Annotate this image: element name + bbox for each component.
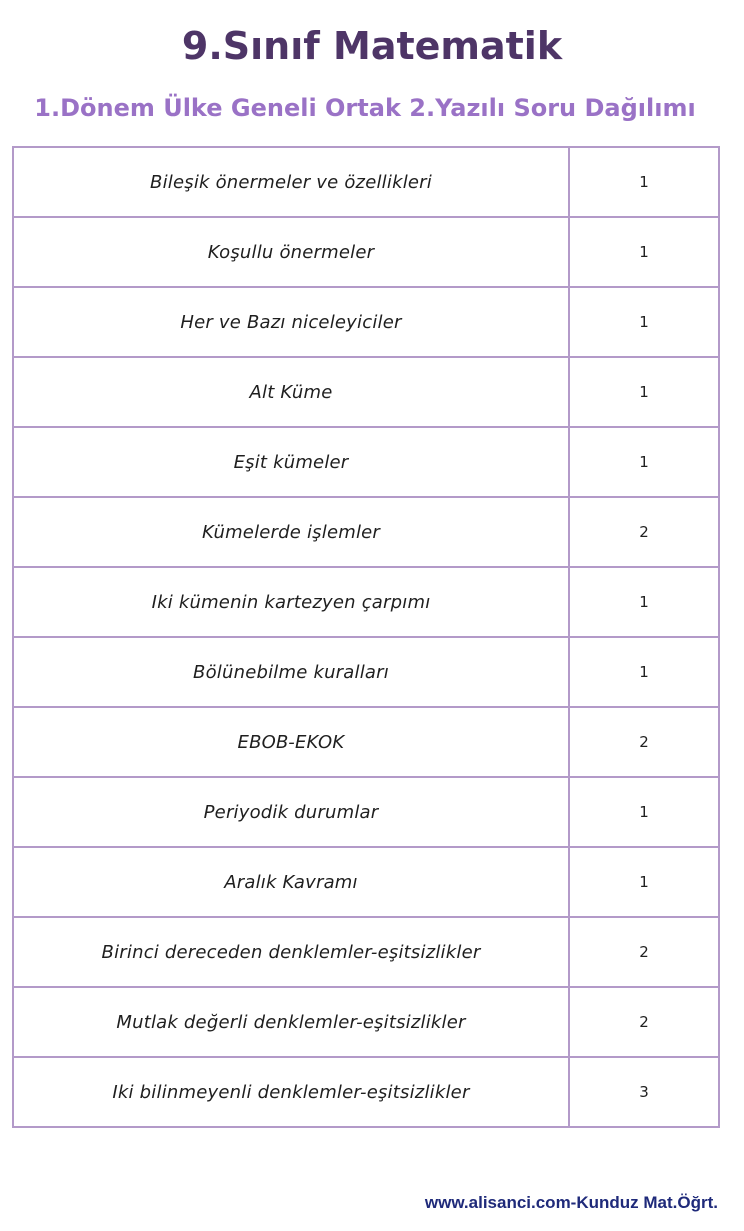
question-count-cell: 1 [569, 427, 719, 497]
topic-cell: Iki kümenin kartezyen çarpımı [13, 567, 569, 637]
topic-cell: Her ve Bazı niceleyiciler [13, 287, 569, 357]
topic-cell: Bölünebilme kuralları [13, 637, 569, 707]
topic-cell: Aralık Kavramı [13, 847, 569, 917]
table-row [13, 637, 719, 707]
question-count-cell: 2 [569, 707, 719, 777]
topic-cell: Alt Küme [13, 357, 569, 427]
table-row [13, 917, 719, 987]
topic-cell: Eşit kümeler [13, 427, 569, 497]
table-row [13, 707, 719, 777]
question-count-cell: 2 [569, 917, 719, 987]
topic-cell: EBOB-EKOK [13, 707, 569, 777]
question-count-cell: 1 [569, 567, 719, 637]
page-title: 9.Sınıf Matematik [181, 24, 563, 68]
table-row [13, 217, 719, 287]
topic-cell: Mutlak değerli denklemler-eşitsizlikler [13, 987, 569, 1057]
footer-credit: www.alisanci.com-Kunduz Mat.Öğrt. [424, 1193, 718, 1212]
table-row [13, 1057, 719, 1127]
question-count-cell: 1 [569, 287, 719, 357]
table-row [13, 777, 719, 847]
question-count-cell: 1 [569, 357, 719, 427]
table-body [13, 147, 719, 1127]
table-row [13, 987, 719, 1057]
table-row [13, 497, 719, 567]
question-count-cell: 2 [569, 987, 719, 1057]
page-subtitle: 1.Dönem Ülke Geneli Ortak 2.Yazılı Soru Dağılımı [34, 94, 696, 122]
table-row [13, 427, 719, 497]
topic-cell: Bileşik önermeler ve özellikleri [13, 147, 569, 217]
question-count-cell: 1 [569, 637, 719, 707]
topic-cell: Periyodik durumlar [13, 777, 569, 847]
table-row [13, 147, 719, 217]
topic-cell: Kümelerde işlemler [13, 497, 569, 567]
topic-cell: Birinci dereceden denklemler-eşitsizlikler [13, 917, 569, 987]
table-row [13, 357, 719, 427]
question-distribution-table [12, 146, 720, 1128]
table-row [13, 287, 719, 357]
topic-cell: Iki bilinmeyenli denklemler-eşitsizlikler [13, 1057, 569, 1127]
topic-cell: Koşullu önermeler [13, 217, 569, 287]
question-count-cell: 1 [569, 217, 719, 287]
question-count-cell: 1 [569, 147, 719, 217]
table-row [13, 567, 719, 637]
question-count-cell: 2 [569, 497, 719, 567]
question-count-cell: 1 [569, 847, 719, 917]
table-row [13, 847, 719, 917]
question-count-cell: 1 [569, 777, 719, 847]
question-count-cell: 3 [569, 1057, 719, 1127]
